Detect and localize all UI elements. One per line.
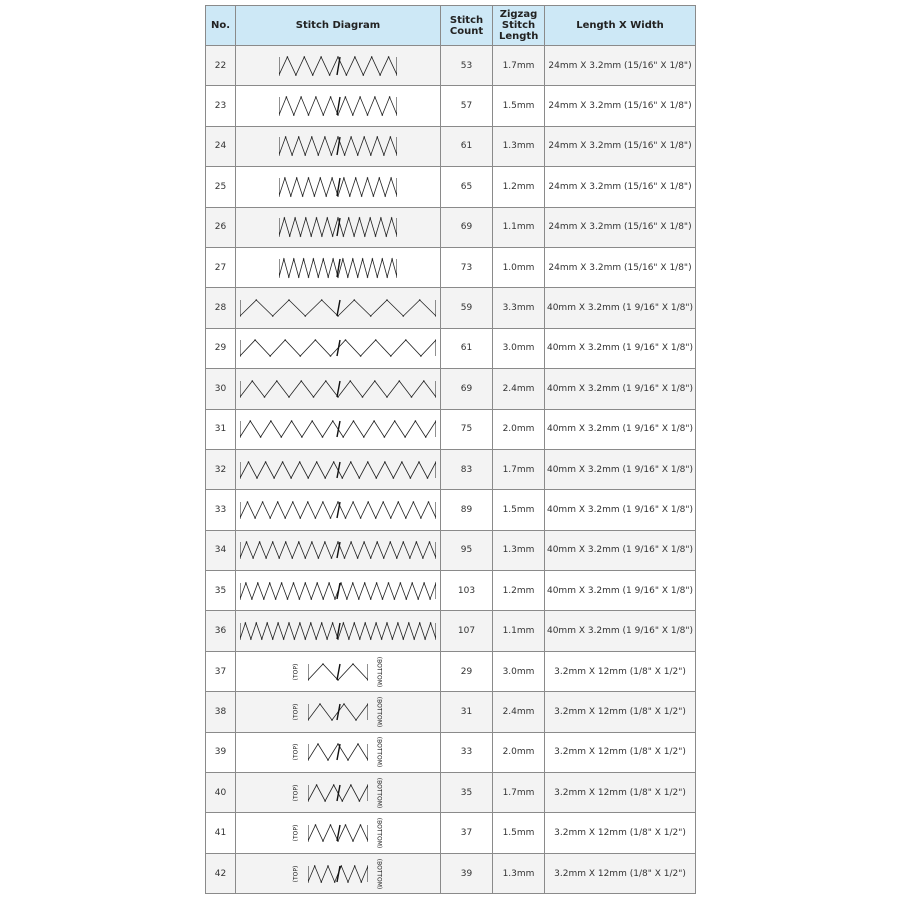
stitch-diagram-icon xyxy=(240,540,436,560)
length-width: 40mm X 3.2mm (1 9/16" X 1/8") xyxy=(545,490,696,530)
zigzag-length: 1.5mm xyxy=(493,490,545,530)
length-width: 3.2mm X 12mm (1/8" X 1/2") xyxy=(545,651,696,691)
stitch-diagram xyxy=(236,167,441,207)
row-number: 37 xyxy=(206,651,236,691)
stitch-diagram xyxy=(236,126,441,166)
stitch-count: 29 xyxy=(441,651,493,691)
row-number: 35 xyxy=(206,571,236,611)
zigzag-length: 3.0mm xyxy=(493,328,545,368)
stitch-diagram-icon xyxy=(279,55,397,77)
table-row xyxy=(206,247,696,287)
row-number: 32 xyxy=(206,449,236,489)
stitch-diagram xyxy=(236,490,441,530)
top-label: (TOP) xyxy=(292,663,300,680)
stitch-diagram xyxy=(236,449,441,489)
stitch-diagram-icon xyxy=(308,742,368,762)
bottom-label: (BOTTOM) xyxy=(375,737,383,768)
stitch-diagram-icon xyxy=(279,216,397,238)
stitch-diagram-icon xyxy=(240,419,436,439)
stitch-count: 65 xyxy=(441,167,493,207)
header-zigzag: Zigzag Stitch Length xyxy=(493,6,545,46)
table-row xyxy=(206,449,696,489)
row-number: 25 xyxy=(206,167,236,207)
top-label: (TOP) xyxy=(292,865,300,882)
stitch-count: 103 xyxy=(441,571,493,611)
table-row xyxy=(206,409,696,449)
row-number: 30 xyxy=(206,369,236,409)
table-row xyxy=(206,167,696,207)
stitch-count: 31 xyxy=(441,692,493,732)
zigzag-length: 1.7mm xyxy=(493,449,545,489)
table-row xyxy=(206,773,696,813)
length-width: 3.2mm X 12mm (1/8" X 1/2") xyxy=(545,813,696,853)
table-row xyxy=(206,571,696,611)
length-width: 24mm X 3.2mm (15/16" X 1/8") xyxy=(545,247,696,287)
stitch-diagram-icon xyxy=(240,298,436,318)
length-width: 40mm X 3.2mm (1 9/16" X 1/8") xyxy=(545,530,696,570)
stitch-diagram xyxy=(236,328,441,368)
length-width: 40mm X 3.2mm (1 9/16" X 1/8") xyxy=(545,328,696,368)
zigzag-length: 1.3mm xyxy=(493,530,545,570)
row-number: 41 xyxy=(206,813,236,853)
stitch-diagram-icon xyxy=(308,823,368,843)
length-width: 40mm X 3.2mm (1 9/16" X 1/8") xyxy=(545,409,696,449)
zigzag-length: 3.3mm xyxy=(493,288,545,328)
table-row xyxy=(206,853,696,893)
stitch-diagram xyxy=(236,409,441,449)
stitch-count: 83 xyxy=(441,449,493,489)
stitch-diagram-icon xyxy=(240,621,436,641)
table-row xyxy=(206,692,696,732)
row-number: 40 xyxy=(206,773,236,813)
zigzag-length: 1.3mm xyxy=(493,853,545,893)
stitch-diagram xyxy=(236,651,441,691)
stitch-diagram-icon xyxy=(240,500,436,520)
table-row xyxy=(206,46,696,86)
length-width: 40mm X 3.2mm (1 9/16" X 1/8") xyxy=(545,288,696,328)
length-width: 40mm X 3.2mm (1 9/16" X 1/8") xyxy=(545,449,696,489)
row-number: 39 xyxy=(206,732,236,772)
stitch-diagram xyxy=(236,46,441,86)
stitch-count: 39 xyxy=(441,853,493,893)
row-number: 22 xyxy=(206,46,236,86)
stitch-diagram-icon xyxy=(279,176,397,198)
bottom-label: (BOTTOM) xyxy=(375,817,383,849)
zigzag-length: 1.1mm xyxy=(493,207,545,247)
stitch-diagram xyxy=(236,86,441,126)
bottom-label: (BOTTOM) xyxy=(375,777,383,808)
row-number: 26 xyxy=(206,207,236,247)
stitch-diagram xyxy=(236,813,441,853)
table-row xyxy=(206,207,696,247)
stitch-diagram xyxy=(236,288,441,328)
stitch-diagram xyxy=(236,611,441,651)
length-width: 3.2mm X 12mm (1/8" X 1/2") xyxy=(545,692,696,732)
bottom-label: (BOTTOM) xyxy=(375,858,383,889)
table-row xyxy=(206,651,696,691)
stitch-diagram-icon xyxy=(279,135,397,157)
length-width: 40mm X 3.2mm (1 9/16" X 1/8") xyxy=(545,369,696,409)
table-row xyxy=(206,732,696,772)
stitch-count: 75 xyxy=(441,409,493,449)
table-row xyxy=(206,288,696,328)
zigzag-length: 1.0mm xyxy=(493,247,545,287)
bottom-label: (BOTTOM) xyxy=(375,656,383,687)
length-width: 3.2mm X 12mm (1/8" X 1/2") xyxy=(545,732,696,772)
top-label: (TOP) xyxy=(292,824,300,842)
stitch-count: 73 xyxy=(441,247,493,287)
zigzag-length: 2.0mm xyxy=(493,732,545,772)
header-no: No. xyxy=(206,6,236,46)
zigzag-length: 3.0mm xyxy=(493,651,545,691)
zigzag-length: 1.5mm xyxy=(493,86,545,126)
stitch-diagram xyxy=(236,853,441,893)
stitch-diagram xyxy=(236,207,441,247)
stitch-count: 33 xyxy=(441,732,493,772)
stitch-count: 61 xyxy=(441,328,493,368)
stitch-count: 69 xyxy=(441,369,493,409)
stitch-count: 107 xyxy=(441,611,493,651)
row-number: 36 xyxy=(206,611,236,651)
zigzag-length: 2.0mm xyxy=(493,409,545,449)
row-number: 38 xyxy=(206,692,236,732)
zigzag-length: 1.3mm xyxy=(493,126,545,166)
header-size: Length X Width xyxy=(545,6,696,46)
row-number: 34 xyxy=(206,530,236,570)
stitch-count: 59 xyxy=(441,288,493,328)
top-label: (TOP) xyxy=(292,743,300,761)
stitch-count: 95 xyxy=(441,530,493,570)
length-width: 24mm X 3.2mm (15/16" X 1/8") xyxy=(545,46,696,86)
length-width: 3.2mm X 12mm (1/8" X 1/2") xyxy=(545,853,696,893)
zigzag-length: 1.1mm xyxy=(493,611,545,651)
length-width: 24mm X 3.2mm (15/16" X 1/8") xyxy=(545,86,696,126)
length-width: 40mm X 3.2mm (1 9/16" X 1/8") xyxy=(545,571,696,611)
length-width: 24mm X 3.2mm (15/16" X 1/8") xyxy=(545,167,696,207)
stitch-count: 53 xyxy=(441,46,493,86)
zigzag-length: 1.5mm xyxy=(493,813,545,853)
zigzag-length: 2.4mm xyxy=(493,369,545,409)
zigzag-length: 1.7mm xyxy=(493,773,545,813)
stitch-count: 35 xyxy=(441,773,493,813)
header-row xyxy=(206,6,696,46)
zigzag-length: 1.7mm xyxy=(493,46,545,86)
table-row xyxy=(206,813,696,853)
stitch-diagram-icon xyxy=(240,379,436,399)
top-label: (TOP) xyxy=(292,784,300,802)
row-number: 27 xyxy=(206,247,236,287)
zigzag-length: 1.2mm xyxy=(493,167,545,207)
stitch-diagram-icon xyxy=(279,95,397,117)
stitch-diagram-icon xyxy=(240,338,436,358)
stitch-diagram-icon xyxy=(308,864,368,884)
header-diagram: Stitch Diagram xyxy=(236,6,441,46)
stitch-count: 61 xyxy=(441,126,493,166)
length-width: 24mm X 3.2mm (15/16" X 1/8") xyxy=(545,207,696,247)
length-width: 3.2mm X 12mm (1/8" X 1/2") xyxy=(545,773,696,813)
stitch-diagram xyxy=(236,732,441,772)
stitch-diagram xyxy=(236,369,441,409)
row-number: 24 xyxy=(206,126,236,166)
top-label: (TOP) xyxy=(292,703,300,721)
stitch-count: 37 xyxy=(441,813,493,853)
stitch-diagram xyxy=(236,571,441,611)
header-count: Stitch Count xyxy=(441,6,493,46)
table-row xyxy=(206,126,696,166)
stitch-diagram xyxy=(236,530,441,570)
table-row xyxy=(206,328,696,368)
stitch-diagram-icon xyxy=(308,783,368,803)
table-row xyxy=(206,369,696,409)
row-number: 29 xyxy=(206,328,236,368)
stitch-table xyxy=(205,5,696,894)
stitch-diagram-icon xyxy=(240,460,436,480)
zigzag-length: 2.4mm xyxy=(493,692,545,732)
length-width: 24mm X 3.2mm (15/16" X 1/8") xyxy=(545,126,696,166)
row-number: 23 xyxy=(206,86,236,126)
length-width: 40mm X 3.2mm (1 9/16" X 1/8") xyxy=(545,611,696,651)
stitch-diagram xyxy=(236,773,441,813)
stitch-count: 57 xyxy=(441,86,493,126)
stitch-diagram-icon xyxy=(240,581,436,601)
row-number: 28 xyxy=(206,288,236,328)
table-row xyxy=(206,530,696,570)
row-number: 42 xyxy=(206,853,236,893)
stitch-diagram-icon xyxy=(308,662,368,682)
stitch-count: 69 xyxy=(441,207,493,247)
table-row xyxy=(206,86,696,126)
stitch-diagram xyxy=(236,247,441,287)
bottom-label: (BOTTOM) xyxy=(375,696,383,728)
row-number: 31 xyxy=(206,409,236,449)
table-row xyxy=(206,611,696,651)
zigzag-length: 1.2mm xyxy=(493,571,545,611)
stitch-diagram-icon xyxy=(279,257,397,279)
table-row xyxy=(206,490,696,530)
stitch-count: 89 xyxy=(441,490,493,530)
stitch-diagram-icon xyxy=(308,702,368,722)
stitch-diagram xyxy=(236,692,441,732)
row-number: 33 xyxy=(206,490,236,530)
